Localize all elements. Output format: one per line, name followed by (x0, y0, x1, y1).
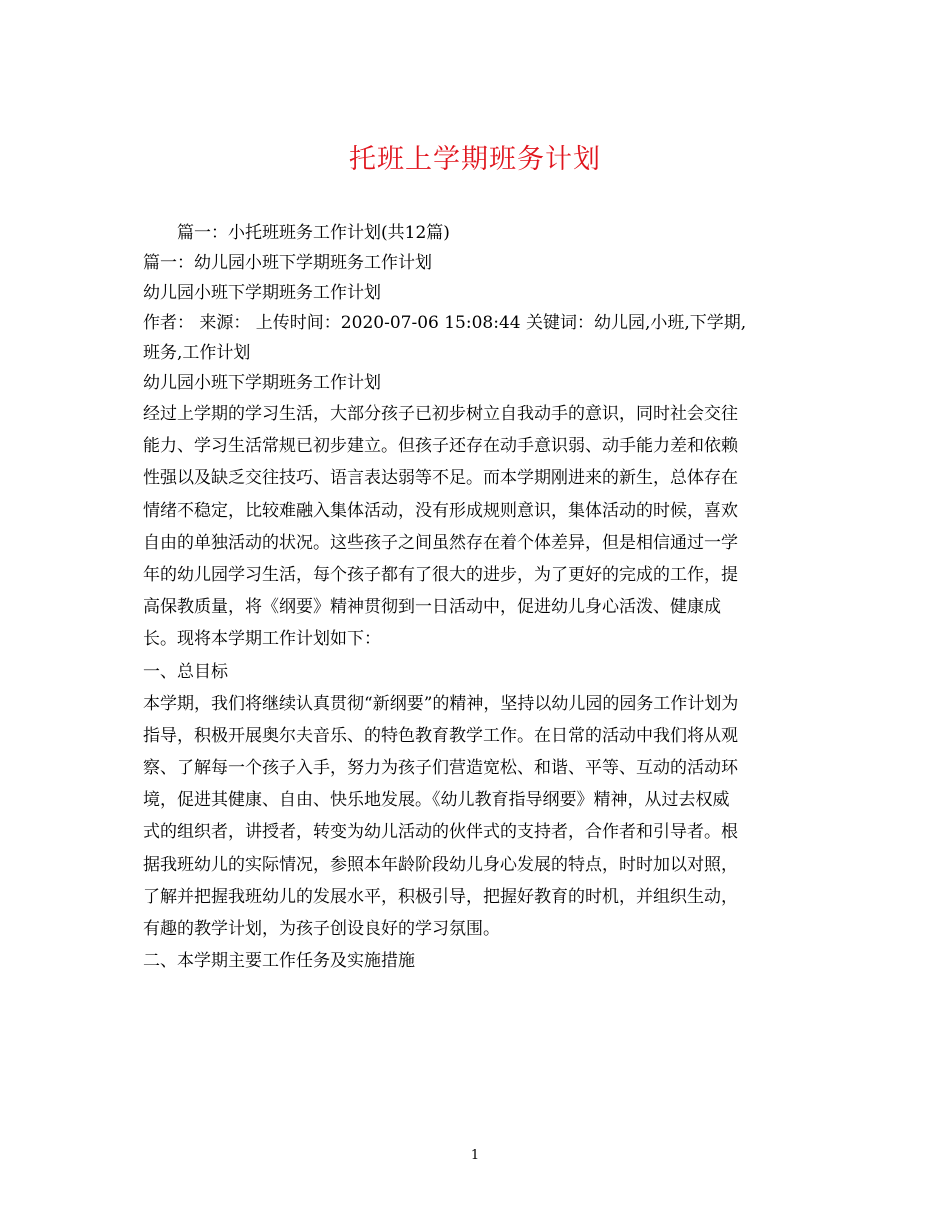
paragraph-line: 经过上学期的学习生活，大部分孩子已初步树立自我动手的意识，同时社会交往 (143, 404, 738, 424)
paragraph-line: 了解并把握我班幼儿的发展水平，积极引导，把握好教育的时机，并组织生动， (143, 886, 738, 907)
plan-subtitle: 幼儿园小班下学期班务工作计划 (143, 373, 381, 393)
paragraph-line: 境，促进其健康、自由、快乐地发展。《幼儿教育指导纲要》精神，从过去权威 (143, 790, 730, 811)
page-number: 1 (470, 1148, 480, 1163)
heading-article-one-sub: 篇一：幼儿园小班下学期班务工作计划 (143, 253, 432, 273)
paragraph-line: 高保教质量，将《纲要》精神贯彻到一日活动中，促进幼儿身心活泼、健康成 (143, 597, 721, 618)
section-heading-goals: 一、总目标 (143, 661, 228, 682)
heading-plan-title: 幼儿园小班下学期班务工作计划 (143, 283, 381, 303)
paragraph-line: 察、了解每一个孩子入手，努力为孩子们营造宽松、和谐、平等、互动的活动环 (143, 758, 738, 779)
paragraph-line: 能力、学习生活常规已初步建立。但孩子还存在动手意识弱、动手能力差和依赖 (143, 436, 738, 457)
section-heading-tasks: 二、本学期主要工作任务及实施措施 (143, 951, 415, 972)
document-body (143, 218, 805, 977)
paragraph-line: 有趣的教学计划，为孩子创设良好的学习氛围。 (143, 919, 500, 939)
paragraph-goals (143, 688, 805, 978)
paragraph-intro (143, 398, 805, 688)
paragraph-line: 长。现将本学期工作计划如下： (143, 629, 381, 650)
document-title: 托班上学期班务计划 (349, 144, 601, 175)
meta-line: 班务,工作计划 (143, 343, 251, 363)
meta-line: 作者： 来源： 上传时间：2020-07-06 15:08:44 关键词：幼儿园,小班,下学期, (143, 313, 747, 333)
paragraph-line: 式的组织者，讲授者，转变为幼儿活动的伙伴式的支持者，合作者和引导者。根 (143, 822, 738, 843)
paragraph-line: 本学期，我们将继续认真贯彻“新纲要”的精神，坚持以幼儿园的园务工作计划为 (143, 693, 739, 714)
paragraph-line: 指导，积极开展奥尔夫音乐、的特色教育教学工作。在日常的活动中我们将从观 (143, 725, 738, 746)
paragraph-line: 据我班幼儿的实际情况，参照本年龄阶段幼儿身心发展的特点，时时加以对照， (143, 854, 738, 875)
paragraph-line: 情绪不稳定，比较难融入集体活动，没有形成规则意识，集体活动的时候，喜欢 (143, 500, 738, 521)
heading-article-one: 篇一：小托班班务工作计划(共12篇) (177, 223, 450, 243)
paragraph-line: 性强以及缺乏交往技巧、语言表达弱等不足。而本学期刚进来的新生，总体存在 (143, 468, 738, 489)
paragraph-line: 自由的单独活动的状况。这些孩子之间虽然存在着个体差异，但是相信通过一学 (143, 532, 738, 553)
paragraph-line: 年的幼儿园学习生活，每个孩子都有了很大的进步，为了更好的完成的工作，提 (143, 564, 738, 585)
